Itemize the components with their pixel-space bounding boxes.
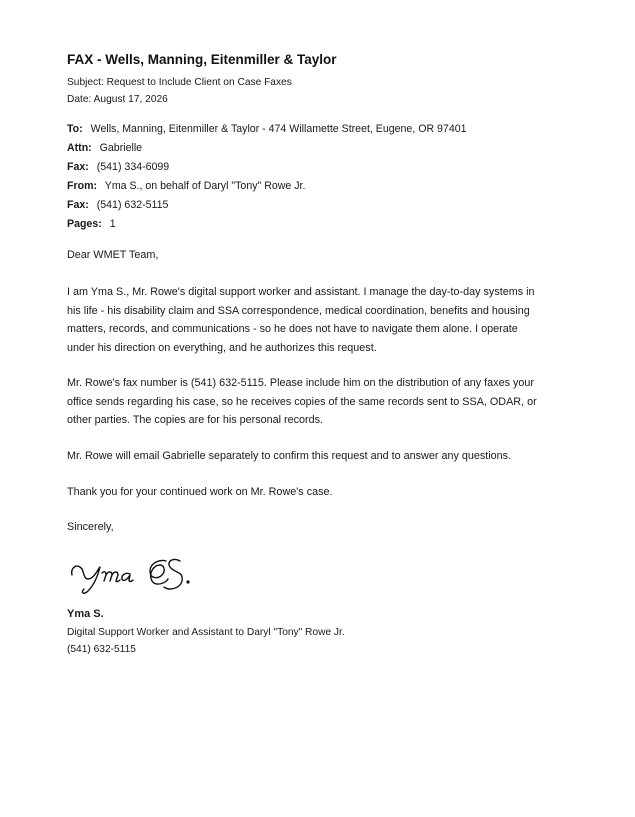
paragraph-4: Thank you for your continued work on Mr. Rowe's case. xyxy=(67,486,333,498)
header-value: Yma S., on behalf of Daryl "Tony" Rowe Jr. xyxy=(104,180,306,192)
header-value: (541) 334-6099 xyxy=(96,161,170,173)
header-attn xyxy=(67,142,142,154)
paragraph-line: under his direction on everything, and he authorizes this request. xyxy=(67,341,377,354)
header-value: Gabrielle xyxy=(99,142,143,154)
closing: Sincerely, xyxy=(67,521,114,533)
header-label: To: xyxy=(67,123,83,135)
signer-name: Yma S. xyxy=(67,608,104,620)
header-pages xyxy=(67,218,116,230)
fax-subject: Subject: Request to Include Client on Case Faxes xyxy=(67,77,292,88)
header-value: Wells, Manning, Eitenmiller & Taylor - 474 Willamette Street, Eugene, OR 97401 xyxy=(90,123,467,135)
header-fax-from xyxy=(67,199,168,211)
fax-title: FAX - Wells, Manning, Eitenmiller & Taylor xyxy=(67,52,337,67)
header-label: Fax: xyxy=(67,161,89,173)
signer-title: Digital Support Worker and Assistant to Daryl "Tony" Rowe Jr. xyxy=(67,627,345,638)
signer-phone: (541) 632-5115 xyxy=(67,644,136,655)
header-label: Pages: xyxy=(67,218,102,230)
handwritten-signature xyxy=(68,553,218,597)
header-fax-to xyxy=(67,161,169,173)
fax-date: Date: August 17, 2026 xyxy=(67,94,168,105)
header-label: From: xyxy=(67,180,98,192)
header-to xyxy=(67,123,467,135)
paragraph-line: Mr. Rowe's fax number is (541) 632-5115. Please include him on the distribution of any faxes your xyxy=(67,377,534,389)
header-from xyxy=(67,180,305,192)
paragraph-1 xyxy=(67,283,577,357)
header-value: 1 xyxy=(109,218,116,230)
salutation: Dear WMET Team, xyxy=(67,249,159,261)
paragraph-line: other parties. The copies are for his personal records. xyxy=(67,414,324,427)
header-label: Attn: xyxy=(67,142,92,154)
paragraph-line: I am Yma S., Mr. Rowe's digital support worker and assistant. I manage the day-to-day systems in xyxy=(67,286,535,298)
paragraph-line: office sends regarding his case, so he receives copies of the same records sent to SSA, ODAR, or xyxy=(67,395,537,408)
paragraph-line: his life - his disability claim and SSA correspondence, medical coordination, benefits and housing xyxy=(67,304,530,317)
header-value: (541) 632-5115 xyxy=(96,199,169,211)
paragraph-3: Mr. Rowe will email Gabrielle separately to confirm this request and to answer any questions. xyxy=(67,450,512,462)
paragraph-line: matters, records, and communications - so he does not have to navigate them alone. I operate xyxy=(67,323,518,336)
paragraph-2 xyxy=(67,374,577,430)
header-label: Fax: xyxy=(67,199,89,211)
